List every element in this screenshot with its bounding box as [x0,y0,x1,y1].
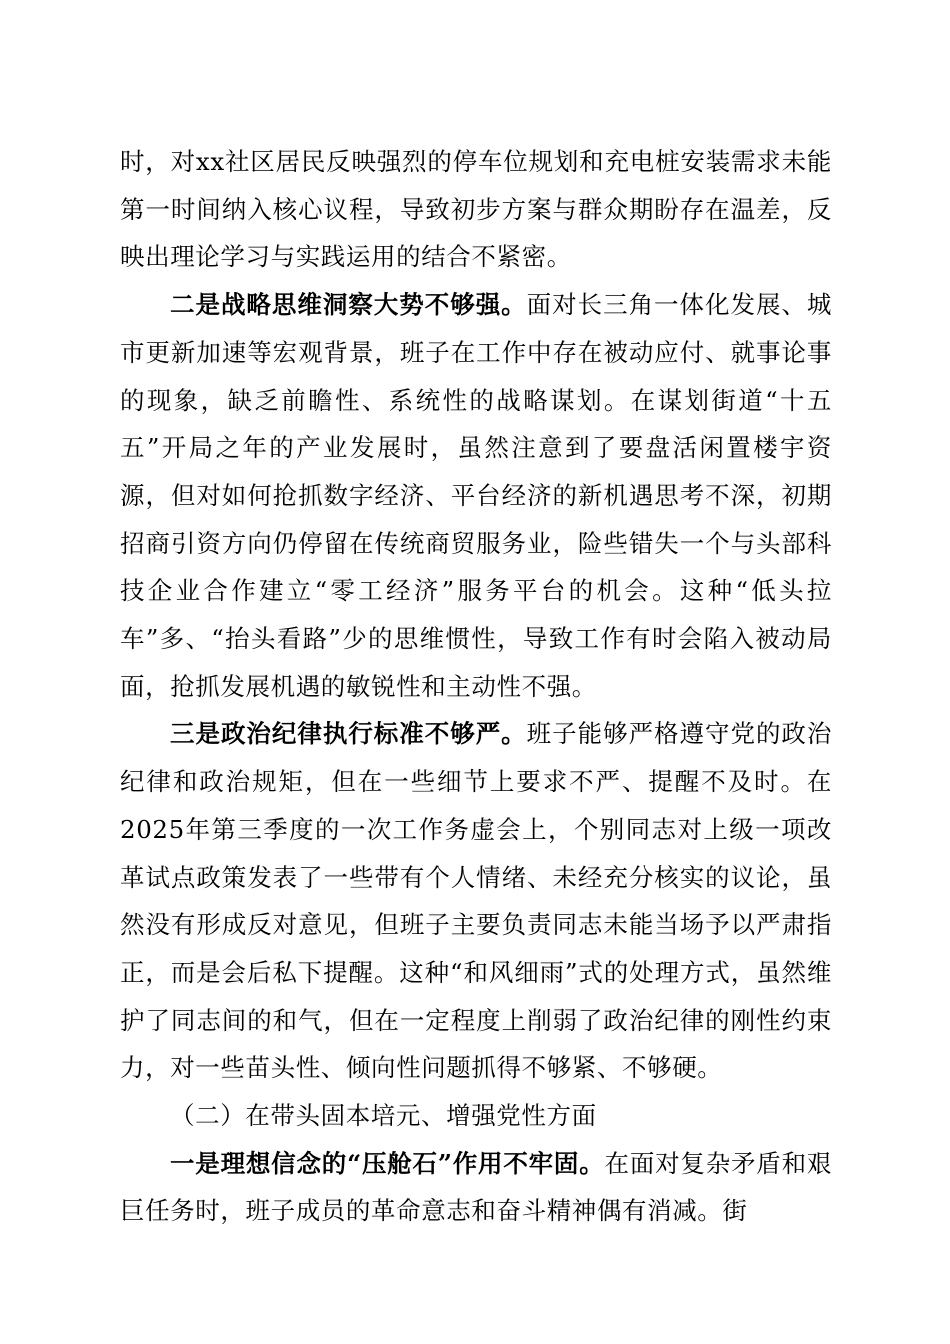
paragraph-text: 面对长三角一体化发展、城市更新加速等宏观背景，班子在工作中存在被动应付、就事论事的现象，缺乏前瞻性、系统性的战略谋划。在谋划街道“十五五”开局之年的产业发展时，虽然注意到了要盘活闲置楼宇资源，但对如何抢抓数字经济、平台经济的新机遇思考不深，初期招商引资方向仍停留在传统商贸服务业，险些错失一个与头部科技企业合作建立“零工经济”服务平台的机会。这种“低头拉车”多、“抬头看路”少的思维惯性，导致工作有时会陷入被动局面，抢抓发展机遇的敏锐性和主动性不强。 [120,290,833,701]
paragraph-lead: 一是理想信念的“压舱石”作用不牢固。 [170,1148,605,1178]
paragraph-continuation [120,138,832,281]
paragraph-lead: 二是战略思维洞察大势不够强。 [170,290,527,320]
paragraph-point-political-discipline [120,710,832,1092]
paragraph-text: 在面对复杂矛盾和艰巨任务时，班子成员的革命意志和奋斗精神偶有消减。街 [120,1148,833,1226]
paragraph-lead: 三是政治纪律执行标准不够严。 [170,719,527,749]
section-heading: （二）在带头固本培元、增强党性方面 [170,1101,597,1131]
paragraph-point-strategic-thinking [120,281,832,710]
paragraph-point-ideals-beliefs [120,1140,832,1235]
paragraph-text: 时，对xx社区居民反映强烈的停车位规划和充电桩安装需求未能第一时间纳入核心议程，导致初步方案与群众期盼存在温差，反映出理论学习与实践运用的结合不紧密。 [120,147,832,272]
document-body [120,138,832,1235]
paragraph-text: 班子能够严格遵守党的政治纪律和政治规矩，但在一些细节上要求不严、提醒不及时。在2025年第三季度的一次工作务虚会上，个别同志对上级一项改革试点政策发表了一些带有个人情绪、未经充分核实的议论，虽然没有形成反对意见，但班子主要负责同志未能当场予以严肃指正，而是会后私下提醒。这种“和风细雨”式的处理方式，虽然维护了同志间的和气，但在一定程度上削弱了政治纪律的刚性约束力，对一些苗头性、倾向性问题抓得不够紧、不够硬。 [120,719,833,1083]
